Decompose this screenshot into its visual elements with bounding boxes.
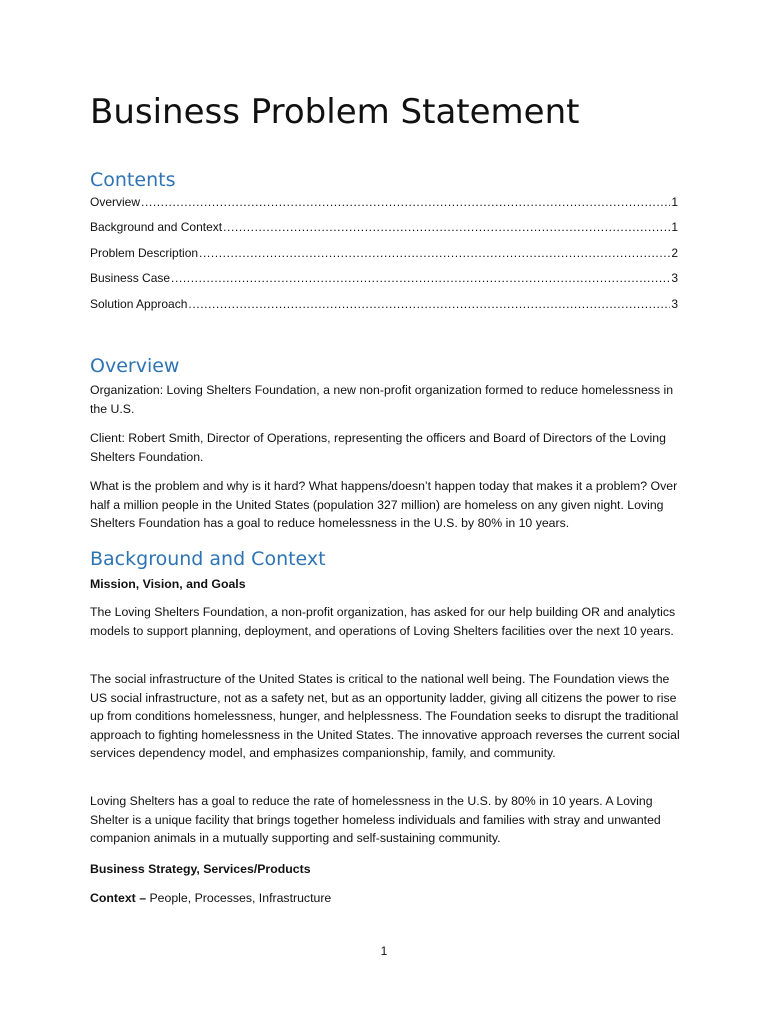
toc-entry-label: Overview: [90, 195, 141, 209]
context-label: Context –: [90, 891, 147, 905]
toc-entry-page: 3: [671, 296, 678, 311]
overview-organization-paragraph: Organization: Loving Shelters Foundation, a new non-profit organization formed to reduce homelessness in the U.S.: [90, 383, 674, 416]
background-paragraph-1: The Loving Shelters Foundation, a non-profit organization, has asked for our help building OR and analytics models to support planning, deployment, and operations of Loving Shelters facilities over the next 10 years.: [90, 605, 676, 638]
overview-problem-paragraph: What is the problem and why is it hard? What happens/doesn’t happen today that makes it a problem? Over half a million people in the United States (population 327 million) are homeless on any given night. Loving Shelters Foundation has a goal to reduce homelessness in the U.S. by 80% in 10 years.: [90, 479, 678, 531]
context-line: [90, 889, 685, 908]
page-number: 1: [380, 944, 388, 958]
toc-leader-dots: [199, 246, 670, 260]
overview-heading: Overview: [90, 355, 180, 377]
toc-entry-label: Solution Approach: [90, 296, 188, 311]
mission-subheading: Mission, Vision, and Goals: [90, 577, 246, 591]
background-heading: Background and Context: [90, 548, 326, 570]
toc-entry-solution-approach[interactable]: [90, 297, 678, 322]
toc-entry-page: 1: [671, 220, 678, 235]
toc-entry-overview[interactable]: [90, 195, 678, 220]
toc-entry-label: Problem Description: [90, 245, 199, 260]
toc-leader-dots: [171, 271, 670, 285]
document-title: Business Problem Statement: [90, 92, 580, 132]
toc-entry-business-case[interactable]: [90, 271, 678, 296]
table-of-contents: [90, 195, 678, 322]
toc-leader-dots: [141, 195, 670, 209]
toc-entry-page: 3: [671, 271, 678, 286]
toc-entry-label: Business Case: [90, 271, 171, 286]
toc-entry-page: 2: [671, 245, 678, 260]
strategy-subheading: Business Strategy, Services/Products: [90, 862, 311, 876]
toc-entry-page: 1: [671, 195, 678, 209]
context-text: People, Processes, Infrastructure: [146, 891, 332, 905]
toc-entry-background[interactable]: [90, 220, 678, 245]
background-paragraph-3: Loving Shelters has a goal to reduce the rate of homelessness in the U.S. by 80% in 10 years. A Loving Shelter is a unique facility that brings together homeless individuals and families with stray and unwanted companion animals in a mutually supporting and self-sustaining community.: [90, 794, 661, 846]
toc-leader-dots: [188, 297, 670, 311]
overview-client-paragraph: Client: Robert Smith, Director of Operations, representing the officers and Board of Directors of the Loving Shelters Foundation.: [90, 431, 666, 464]
toc-entry-label: Background and Context: [90, 220, 223, 235]
toc-entry-problem-description[interactable]: [90, 246, 678, 271]
toc-leader-dots: [223, 220, 670, 234]
background-paragraph-2: The social infrastructure of the United States is critical to the national well being. The Foundation views the US social infrastructure, not as a safety net, but as an opportunity ladder, giving all citizens the power to rise up from conditions homelessness, hunger, and helplessness. The Foundation seeks to disrupt the traditional approach to fighting homelessness in the United States. The innovative approach reverses the current social services dependency model, and emphasizes companionship, family, and community.: [90, 672, 680, 761]
contents-heading: Contents: [90, 169, 176, 191]
